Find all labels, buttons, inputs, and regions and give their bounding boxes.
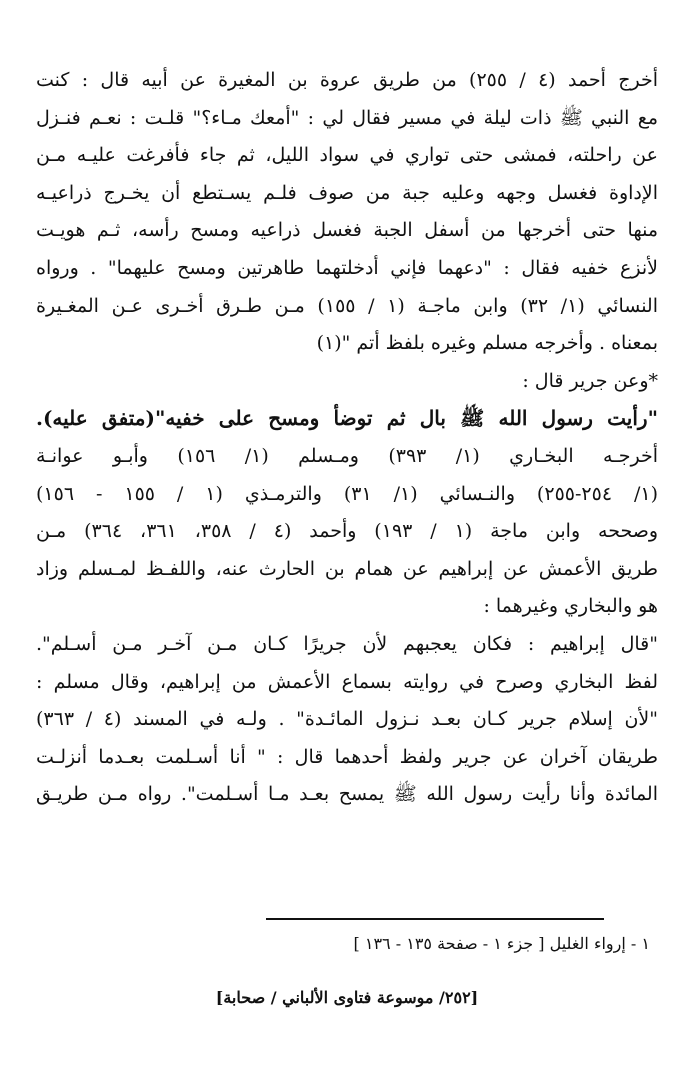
body-line-4: الإداوة فغسل وجهه وعليه جبة من صوف فلـم يسـتطع أن يخـرج ذراعيـه: [36, 181, 658, 204]
page-footer: [٢٥٢/ موسوعة فتاوى الألباني / صحابة]: [215, 988, 479, 1007]
body-line-7: النسائي (١/ ٣٢) وابن ماجـة (١ / ١٥٥) مـن طـرق أخـرى عـن المغـيرة: [36, 294, 658, 317]
body-line-8: بمعناه . وأخرجه مسلم وغيره بلفظ أتم "(١): [316, 332, 658, 355]
footnote-divider: [266, 918, 604, 920]
body-line-1: أخرج أحمد (٤ / ٢٥٥) من طريق عروة بن المغيرة عن أبيه قال : كنت: [36, 69, 658, 91]
body-line-18: "لأن إسلام جرير كـان بعـد نـزول المائـدة" . ولـه في المسند (٤ / ٣٦٣): [36, 708, 658, 731]
body-line-3: عن راحلته، فمشى حتى تواري في سواد الليل، ثم جاء فأفرغت عليـه مـن: [36, 144, 658, 167]
body-line-2: مع النبي ﷺ ذات ليلة في مسير فقال لي : "أمعك مـاء؟" قلـت : نعـم فنـزل: [36, 106, 658, 129]
body-line-15: هو والبخاري وغيرهما :: [483, 595, 658, 618]
hadith-quote: "رأيت رسول الله ﷺ بال ثم توضأ ومسح على خفيه"(متفق عليه).: [36, 406, 658, 431]
body-line-19: طريقان آخران عن جرير ولفظ أحدهما قال : " أنا أسـلمت بعـدما أنزلـت: [36, 745, 658, 768]
body-line-20: المائدة وأنا رأيت رسول الله ﷺ يمسح بعـد مـا أسـلمت". رواه مـن طريـق: [36, 783, 658, 806]
body-line-13: وصححه وابن ماجة (١ / ١٩٣) وأحمد (٤ / ٣٥٨، ٣٦١، ٣٦٤) مـن: [36, 520, 658, 543]
body-line-12: (١/ ٢٥٤-٢٥٥) والنـسائي (١/ ٣١) والترمـذي (١ / ١٥٥ - ١٥٦): [36, 482, 658, 505]
footnote: ١ - إرواء الغليل [ جزء ١ - صفحة ١٣٥ - ١٣٦ ]: [353, 934, 650, 953]
body-line-17: لفظ البخاري وصرح في روايته بسماع الأعمش من إبراهيم، وقال مسلم :: [36, 670, 658, 693]
body-line-6: لأنزع خفيه فقال : "دعهما فإني أدخلتهما طاهرتين ومسح عليهما" . ورواه: [36, 256, 658, 279]
section-heading: *وعن جرير قال :: [522, 369, 658, 392]
body-line-14: طريق الأعمش عن إبراهيم عن همام بن الحارث عنه، واللفـظ لمـسلم وزاد: [36, 557, 658, 580]
body-line-11: أخرجـه البخـاري (١/ ٣٩٣) ومـسلم (١/ ١٥٦) وأبـو عوانـة: [36, 444, 658, 467]
body-line-16: "قال إبراهيم : فكان يعجبهم لأن جريرًا كـان مـن آخـر مـن أسـلم".: [36, 632, 658, 655]
body-line-5: منها حتى أخرجها من أسفل الجبة فغسل ذراعيه ومسح رأسه، ثـم هويـت: [36, 219, 658, 242]
page-body: [36, 62, 658, 814]
